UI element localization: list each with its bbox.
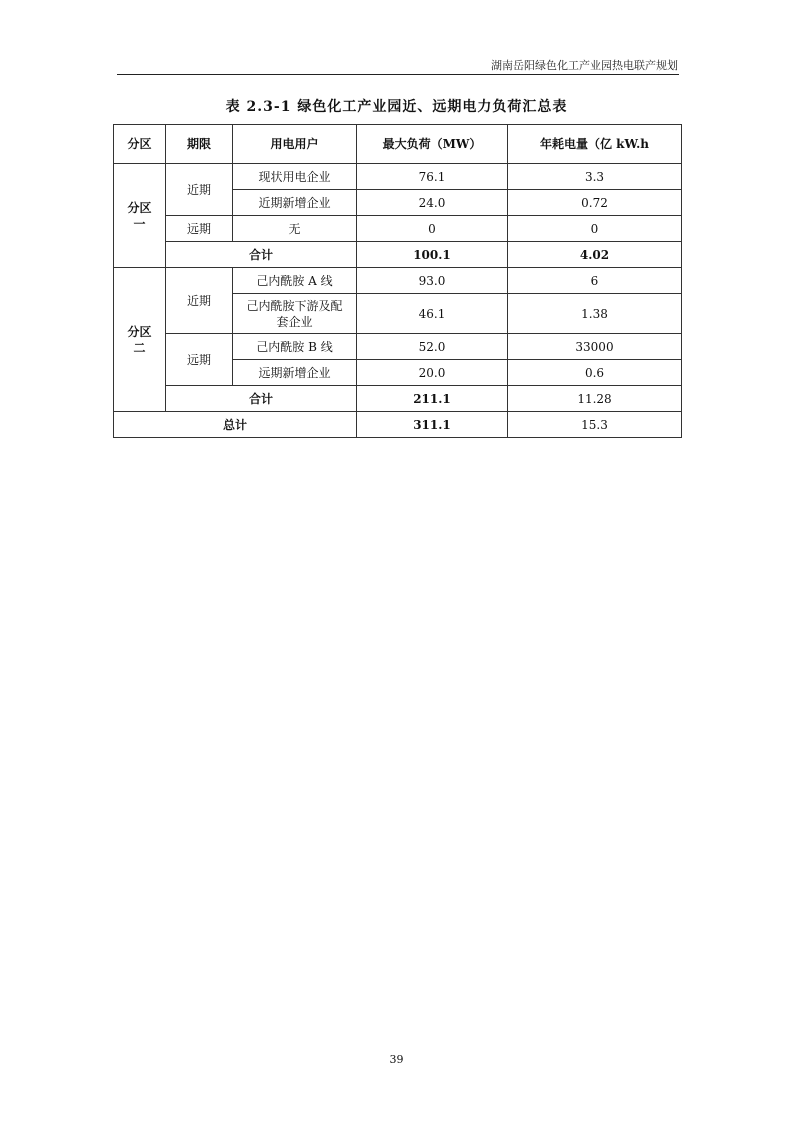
load-cell: 52.0 — [357, 334, 508, 360]
table-row — [114, 164, 682, 190]
period-cell: 远期 — [166, 216, 233, 242]
energy-cell: 0 — [508, 216, 682, 242]
user-cell: 己内酰胺 A 线 — [233, 268, 357, 294]
energy-cell: 33000 — [508, 334, 682, 360]
table-row — [114, 334, 682, 360]
power-load-table — [113, 124, 682, 438]
table-title: 表 2.3-1 绿色化工产业园近、远期电力负荷汇总表 — [225, 99, 568, 115]
subtotal-load: 211.1 — [357, 386, 508, 412]
total-label: 总计 — [114, 412, 357, 438]
zone-cell — [114, 268, 166, 412]
subtotal-load: 100.1 — [357, 242, 508, 268]
load-cell: 46.1 — [357, 294, 508, 334]
load-cell: 0 — [357, 216, 508, 242]
header-row — [114, 125, 682, 164]
total-energy: 15.3 — [508, 412, 682, 438]
user-cell: 远期新增企业 — [233, 360, 357, 386]
table-row — [114, 268, 682, 294]
period-cell: 近期 — [166, 164, 233, 216]
load-cell: 20.0 — [357, 360, 508, 386]
running-header: 湖南岳阳绿色化工产业园热电联产规划 — [491, 59, 678, 72]
subtotal-energy: 4.02 — [508, 242, 682, 268]
zone-label: 分区二 — [127, 324, 152, 355]
energy-cell: 0.72 — [508, 190, 682, 216]
load-cell: 76.1 — [357, 164, 508, 190]
subtotal-label: 合计 — [166, 242, 357, 268]
energy-cell: 0.6 — [508, 360, 682, 386]
col-header-period: 期限 — [166, 125, 233, 164]
user-cell: 无 — [233, 216, 357, 242]
period-cell: 远期 — [166, 334, 233, 386]
energy-cell: 1.38 — [508, 294, 682, 334]
subtotal-row — [114, 386, 682, 412]
col-header-user: 用电用户 — [233, 125, 357, 164]
energy-cell: 6 — [508, 268, 682, 294]
subtotal-label: 合计 — [166, 386, 357, 412]
subtotal-energy: 11.28 — [508, 386, 682, 412]
period-cell: 近期 — [166, 268, 233, 334]
total-load: 311.1 — [357, 412, 508, 438]
zone-cell — [114, 164, 166, 268]
total-row — [114, 412, 682, 438]
zone-label: 分区一 — [127, 200, 152, 231]
subtotal-row — [114, 242, 682, 268]
col-header-zone: 分区 — [114, 125, 166, 164]
user-cell — [233, 294, 357, 334]
energy-cell: 3.3 — [508, 164, 682, 190]
load-cell: 24.0 — [357, 190, 508, 216]
table-row — [114, 216, 682, 242]
col-header-annual-energy: 年耗电量（亿 kW.h — [508, 125, 682, 164]
user-cell: 近期新增企业 — [233, 190, 357, 216]
header-rule — [117, 74, 679, 75]
page-number: 39 — [389, 1053, 404, 1066]
user-label: 己内酰胺下游及配套企业 — [246, 298, 343, 329]
user-cell: 现状用电企业 — [233, 164, 357, 190]
load-cell: 93.0 — [357, 268, 508, 294]
col-header-max-load: 最大负荷（MW） — [357, 125, 508, 164]
user-cell: 己内酰胺 B 线 — [233, 334, 357, 360]
